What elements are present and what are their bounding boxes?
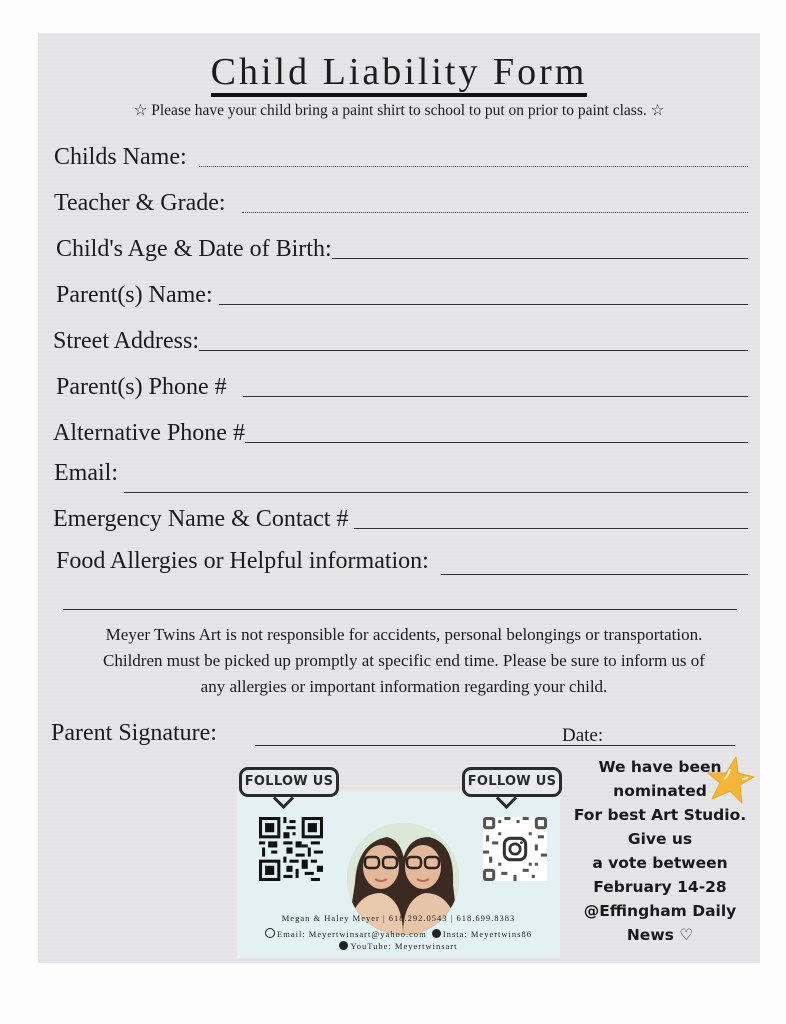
date-label: Date:: [562, 725, 604, 746]
food-allergies-second-line[interactable]: [63, 609, 737, 610]
food-allergies-line[interactable]: [441, 573, 748, 575]
field-childs-name[interactable]: [54, 143, 748, 171]
field-label: Alternative Phone #: [53, 420, 245, 446]
field-label: Parent(s) Name:: [56, 282, 213, 308]
field-parent-name[interactable]: [56, 281, 748, 309]
contact-youtube-row: [237, 941, 560, 951]
field-label: Email:: [54, 460, 118, 486]
qr-code-left[interactable]: [259, 817, 323, 881]
field-label: Emergency Name & Contact #: [53, 506, 349, 532]
paint-shirt-note: ☆ Please have your child bring a paint shirt to school to put on prior to paint class. ☆: [133, 102, 665, 119]
star-icon: [706, 755, 756, 807]
contact-instagram[interactable]: Insta: Meyertwins86: [442, 929, 532, 939]
field-label: Teacher & Grade:: [54, 190, 226, 216]
field-food-allergies[interactable]: [56, 547, 748, 575]
field-alternative-phone[interactable]: [53, 419, 748, 447]
follow-us-badge-left: FOLLOW US: [239, 767, 339, 797]
contact-card: [237, 774, 560, 958]
field-email[interactable]: [54, 459, 748, 487]
teacher-grade-line[interactable]: [242, 211, 748, 213]
contact-names-phones: Megan & Haley Meyer | 618.292.0543 | 618.699.8383: [281, 913, 516, 923]
signature-label: Parent Signature:: [51, 720, 217, 746]
field-parent-phone[interactable]: [56, 373, 748, 401]
street-address-line[interactable]: [199, 349, 748, 351]
field-label: Parent(s) Phone #: [56, 374, 227, 400]
field-emergency-contact[interactable]: [53, 505, 748, 533]
emergency-contact-line[interactable]: [354, 527, 748, 529]
signature-label-wrap: [51, 719, 271, 747]
childs-name-line[interactable]: [199, 165, 748, 167]
contact-email-insta: [237, 928, 560, 939]
signature-line[interactable]: [255, 745, 735, 746]
form-page: [38, 33, 760, 963]
email-line[interactable]: [124, 491, 748, 493]
field-label: Childs Name:: [54, 144, 187, 170]
liability-notice: Meyer Twins Art is not responsible for accidents, personal belongings or transportation. Children must be picked up promptly at specific end time. Please be sure to inform us of any allergies or important information regarding your child.: [103, 625, 705, 696]
age-dob-line[interactable]: [332, 257, 748, 259]
nomination-promo: We have been nominated For best Art Studio. Give us a vote between February 14-28 @Effingham Daily News ♡: [573, 758, 747, 944]
instagram-icon: [432, 929, 441, 938]
field-street-address[interactable]: [53, 327, 748, 355]
form-title: Child Liability Form: [38, 50, 760, 94]
follow-us-badge-right: FOLLOW US: [462, 767, 562, 797]
qr-code-instagram[interactable]: [483, 817, 547, 881]
youtube-icon: [339, 941, 348, 950]
contact-email[interactable]: Email: Meyertwinsart@yahoo.com: [277, 929, 427, 939]
field-label: Child's Age & Date of Birth:: [56, 236, 332, 262]
email-icon: [265, 928, 275, 938]
alternative-phone-line[interactable]: [245, 441, 748, 443]
field-age-dob[interactable]: [56, 235, 748, 263]
contact-youtube[interactable]: YouTube: Meyertwinsart: [350, 941, 458, 951]
field-label: Street Address:: [53, 328, 199, 354]
field-teacher-grade[interactable]: [54, 189, 748, 217]
parent-phone-line[interactable]: [243, 395, 748, 397]
parent-name-line[interactable]: [219, 303, 748, 305]
field-label: Food Allergies or Helpful information:: [56, 548, 429, 574]
